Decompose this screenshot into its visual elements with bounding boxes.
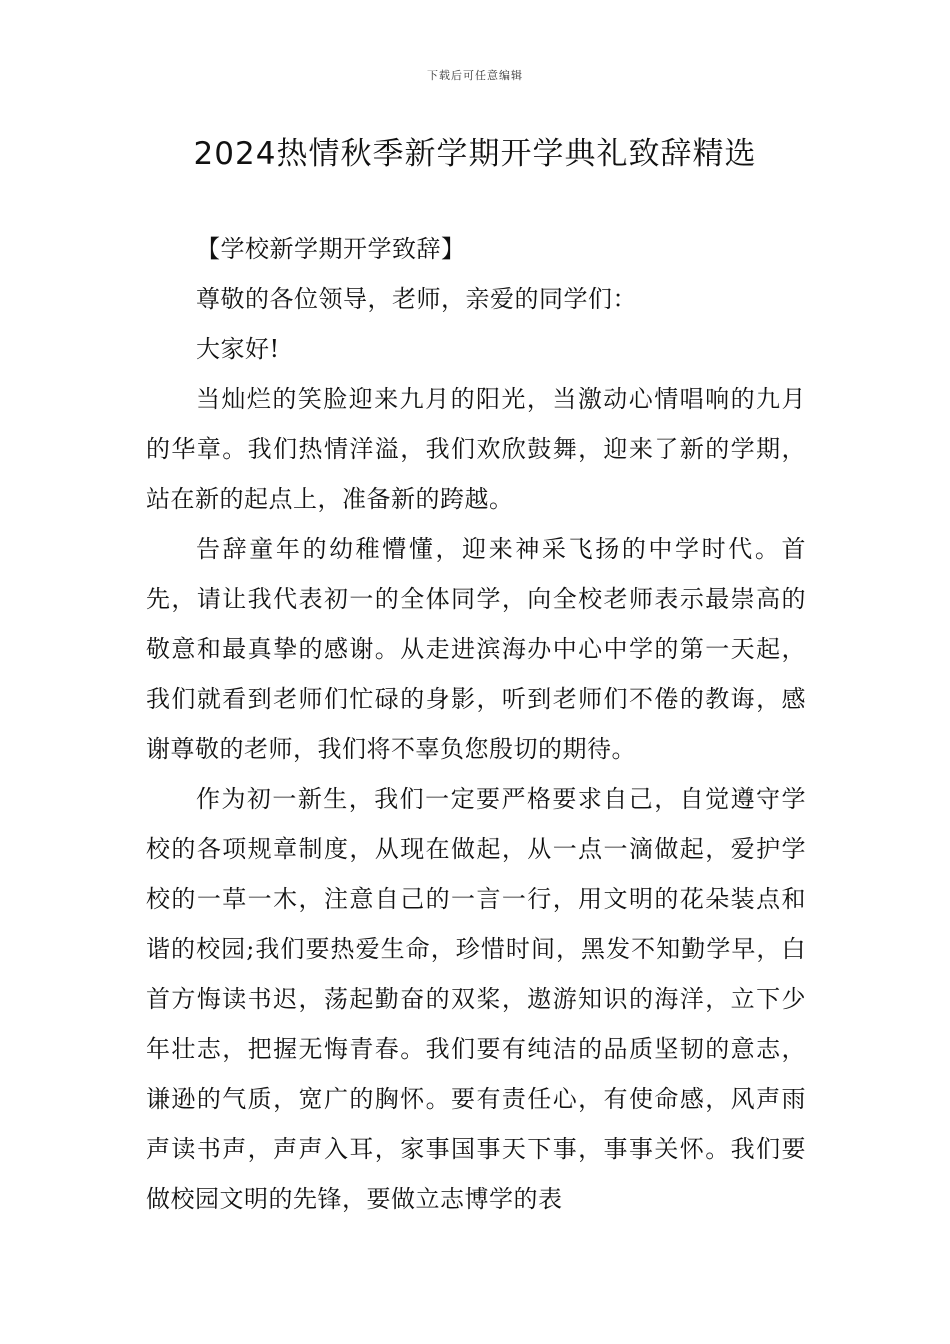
document-title: 2024热情秋季新学期开学典礼致辞精选 [193, 136, 757, 172]
document-body [146, 224, 806, 1224]
salutation: 尊敬的各位领导，老师，亲爱的同学们： [196, 285, 637, 313]
body-paragraph: 告辞童年的幼稚懵懂，迎来神采飞扬的中学时代。首先，请让我代表初一的全体同学，向全校老师表示最崇高的敬意和最真挚的感谢。从走进滨海办中心中学的第一天起，我们就看到老师们忙碌的身影，听到老师们不倦的教诲，感谢尊敬的老师，我们将不辜负您殷切的期待。 [146, 535, 806, 763]
body-paragraph: 当灿烂的笑脸迎来九月的阳光，当激动心情唱响的九月的华章。我们热情洋溢，我们欢欣鼓舞，迎来了新的学期，站在新的起点上，准备新的跨越。 [146, 385, 806, 513]
greeting: 大家好! [196, 335, 280, 363]
header-note: 下载后可任意编辑 [427, 69, 523, 82]
body-paragraph: 作为初一新生，我们一定要严格要求自己，自觉遵守学校的各项规章制度，从现在做起，从一点一滴做起，爱护学校的一草一木，注意自己的一言一行，用文明的花朵装点和谐的校园;我们要热爱生命，珍惜时间，黑发不知勤学早，白首方悔读书迟，荡起勤奋的双桨，遨游知识的海洋，立下少年壮志，把握无悔青春。我们要有纯洁的品质坚韧的意志，谦逊的气质，宽广的胸怀。要有责任心，有使命感，风声雨声读书声，声声入耳，家事国事天下事，事事关怀。我们要做校园文明的先锋，要做立志博学的表 [146, 785, 806, 1213]
section-heading: 【学校新学期开学致辞】 [196, 235, 466, 263]
